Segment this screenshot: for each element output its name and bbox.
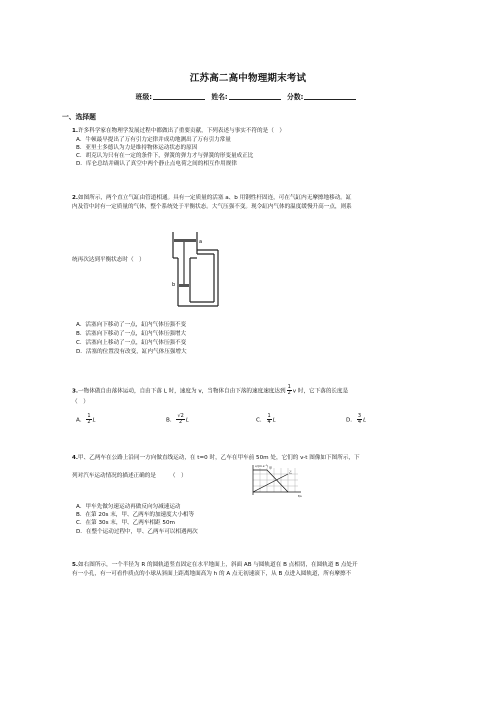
question-text-line-2: 内及管中封有一定质量的气体，整个系统处于平衡状态。大气压强不变。现令缸内气体的温度缓慢升高一点，则系 [72, 203, 352, 210]
graph-ylabel: v/(m·s⁻¹) [255, 464, 269, 468]
question-text-b: v 时，它下落的长度是 [292, 388, 349, 395]
q4-option-c[interactable]: C．在第 30s 末，甲、乙两车相距 50m [76, 520, 175, 526]
q2-option-a[interactable]: A．活塞向下移动了一点，缸内气体压强不变 [76, 322, 187, 328]
q1-option-c[interactable]: C．胡克认为只有在一定的条件下，弹簧的弹力才与弹簧的形变量成正比 [76, 153, 254, 159]
page-title: 江苏高二高中物理期末考试 [189, 73, 307, 84]
q4-option-d[interactable]: D．在整个运动过程中，甲、乙两车可以相遇两次 [76, 529, 198, 535]
question-number: 4. [72, 455, 79, 461]
name-blank[interactable] [229, 92, 281, 100]
name-label: 姓名: [211, 93, 228, 101]
q2-option-d[interactable]: D．活塞的位置没有改变，缸内气体压强增大 [76, 349, 187, 355]
question-number: 5. [72, 562, 79, 568]
question-text-line-1: 如图所示，两个直立气缸由管道相通。具有一定质量的活塞 a、b 用钢性杆固连，可在气缸内无摩擦地移动。缸 [78, 195, 352, 201]
line-jia [253, 470, 288, 492]
question-3-stem-line-2: （ ） [72, 399, 89, 405]
vt-graph [248, 462, 306, 498]
q3-option-d[interactable]: D． $\frac{3}{4}$ L [346, 413, 367, 426]
question-2-stem [72, 194, 434, 211]
score-blank[interactable] [304, 92, 356, 100]
score-label: 分数: [287, 93, 304, 101]
question-4-stem-line-2: 列对汽车运动情况的描述正确的是 （ ） [72, 473, 187, 479]
label-b: b [172, 282, 176, 288]
label-a: a [199, 239, 203, 245]
label-yi: 乙 [289, 470, 293, 474]
question-number: 3. [72, 388, 79, 395]
q3-option-c[interactable]: C． $\frac{1}{4}$ L [256, 413, 276, 426]
class-label: 班级: [135, 93, 152, 101]
cylinder-diagram [170, 228, 222, 318]
piston-a [174, 239, 196, 242]
label-jia: 甲 [269, 466, 273, 470]
q1-option-b[interactable]: B．亚里士多德认为力是维持物体运动状态的原因 [76, 145, 198, 151]
fraction: $\frac{1}{2}$ [287, 384, 291, 397]
q1-option-a[interactable]: A．牛顿最早提出了万有引力定律并成功地测出了万有引力常量 [76, 137, 231, 143]
piston-b [179, 284, 189, 287]
question-5-stem [72, 561, 436, 578]
question-text-a: 一物体做自由落体运动，自由下落 L 时，速度为 v，当物体自由下落的速度速度达到 [78, 388, 286, 395]
q2-option-c[interactable]: C．活塞向上移动了一点，缸内气体压强不变 [76, 340, 187, 346]
student-info-line [0, 91, 496, 101]
question-3-stem [72, 385, 442, 397]
q3-option-b[interactable]: B． $\frac{√2}{2}$ L [166, 413, 189, 426]
question-text: 许多科学家在物理学发展过程中都做出了重要贡献，下列表述与事实不符的是（ ） [78, 128, 286, 134]
q4-option-b[interactable]: B．在第 20s 末，甲、乙两车的加速度大小相等 [76, 512, 195, 518]
graph-xlabel: t/s [298, 494, 302, 498]
q1-option-d[interactable]: D．库仑总结并确认了真空中两个静止点电荷之间的相互作用规律 [76, 161, 237, 167]
class-blank[interactable] [153, 92, 205, 100]
question-number: 1. [72, 128, 79, 134]
question-text-line-1: 如右图所示，一个半径为 R 的圆轨道竖直固定在水平地面上，斜面 AB 与圆轨道在 B 点相切，在圆轨道 B 点处开 [78, 562, 358, 568]
q2-option-b[interactable]: B．活塞向下移动了一点，缸内气体压强增大 [76, 331, 187, 337]
line-yi [253, 474, 288, 492]
question-number: 2. [72, 195, 79, 201]
section-heading: 一、选择题 [62, 113, 96, 121]
question-text-line-2: 有一小孔，有一可看作质点的小球从斜面上距离地面高为 h 的 A 点无初速滚下，从 B 点进入圆轨道，所有摩擦不 [72, 570, 352, 577]
q3-option-a[interactable]: A． $\frac{1}{2}$ L [76, 413, 96, 426]
q4-option-a[interactable]: A．甲车先做匀速运动再做反向匀减速运动 [76, 504, 181, 510]
question-text-line-1: 甲、乙两车在公路上沿同一方向做直线运动，在 t=0 时，乙车在甲车前 50m 处，它们的 v-t 图像如下图所示，下 [78, 455, 360, 461]
question-1-stem [72, 127, 432, 136]
question-2-stem-line-3: 统再次达到平衡状态时（ ） [72, 257, 145, 263]
